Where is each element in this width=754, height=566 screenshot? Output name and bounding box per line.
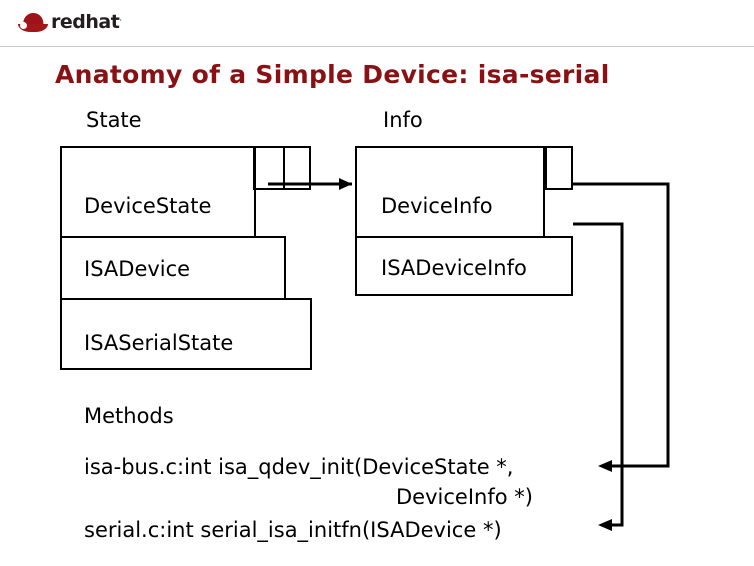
- logo-wordmark-tm: .: [119, 13, 122, 24]
- method-line-serial-isa-initfn: serial.c:int serial_isa_initfn(ISADevice *): [84, 518, 502, 542]
- method-line-isa-qdev-init-cont: DeviceInfo *): [396, 485, 533, 509]
- state-box-label-isadevice: ISADevice: [84, 257, 191, 281]
- column-heading-state: State: [86, 108, 142, 132]
- info-box-label-isadeviceinfo: ISADeviceInfo: [381, 256, 527, 280]
- arrow-deviceinfo-to-qdev-init: [573, 184, 668, 466]
- state-box-offset-tab-1: [253, 146, 285, 190]
- method-line-isa-qdev-init: isa-bus.c:int isa_qdev_init(DeviceState *,: [84, 455, 514, 479]
- header-bar: [0, 0, 754, 47]
- arrow-state-to-info-head: [339, 178, 352, 190]
- state-box-devicestate: [60, 146, 256, 238]
- arrow-isadeviceinfo-to-serial-initfn: [573, 224, 622, 525]
- arrow-deviceinfo-to-qdev-init-head: [598, 460, 612, 472]
- logo-wordmark-text: redhat: [51, 10, 120, 33]
- info-box-deviceinfo: [355, 146, 545, 238]
- state-box-offset-tab-2: [283, 146, 311, 190]
- logo-wordmark: [51, 10, 122, 33]
- page-title: Anatomy of a Simple Device: isa-serial: [55, 60, 610, 89]
- info-box-label-deviceinfo: DeviceInfo: [381, 194, 493, 218]
- arrow-isadeviceinfo-to-serial-initfn-head: [598, 519, 612, 531]
- state-box-label-devicestate: DeviceState: [84, 194, 212, 218]
- redhat-hat-icon: [18, 11, 48, 33]
- column-heading-info: Info: [383, 108, 423, 132]
- methods-heading: Methods: [84, 404, 174, 428]
- state-box-label-isaserialstate: ISASerialState: [84, 331, 234, 355]
- info-box-offset-tab-1: [545, 146, 573, 190]
- redhat-logo: [18, 8, 122, 36]
